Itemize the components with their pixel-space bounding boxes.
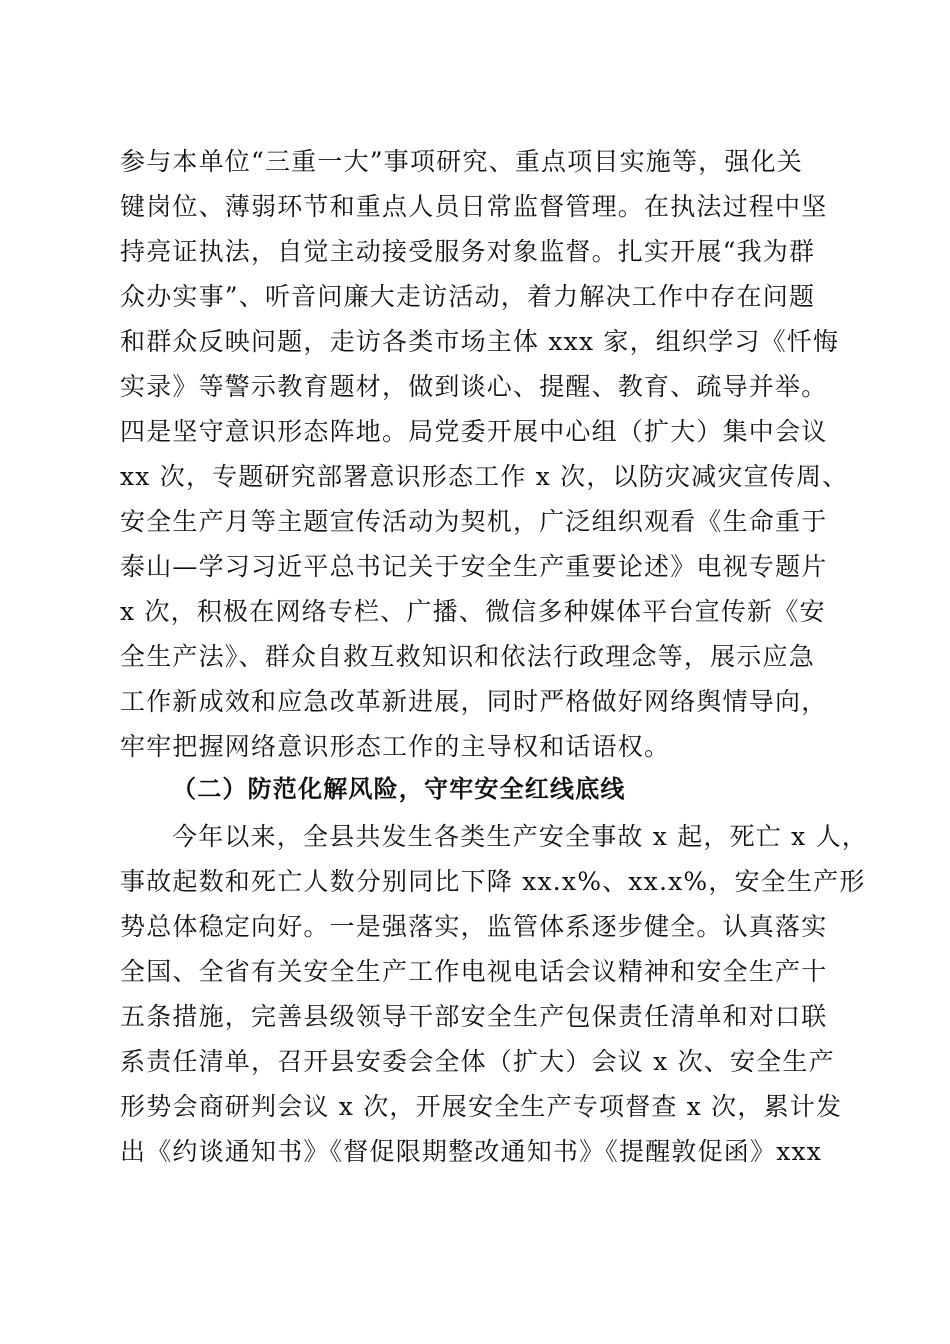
paragraph-2-line: 系责任清单，召开县安委会全体（扩大）会议 x 次、安全生产 bbox=[120, 1047, 835, 1076]
paragraph-2-line: 势总体稳定向好。一是强落实，监管体系逐步健全。认真落实 bbox=[120, 912, 828, 941]
paragraph-2-line: 出《约谈通知书》《督促限期整改通知书》《提醒敦促函》xxx bbox=[120, 1137, 823, 1166]
paragraph-1-line: 参与本单位“三重一大”事项研究、重点项目实施等，强化关 bbox=[120, 147, 803, 176]
paragraph-1-line: 四是坚守意识形态阵地。局党委开展中心组（扩大）集中会议 bbox=[120, 417, 828, 446]
paragraph-2-line: 事故起数和死亡人数分别同比下降 xx.x%、xx.x%，安全生产形 bbox=[120, 867, 866, 896]
paragraph-1-line: 和群众反映问题，走访各类市场主体 xxx 家，组织学习《忏悔 bbox=[120, 327, 840, 356]
paragraph-1-line: 泰山—学习习近平总书记关于安全生产重要论述》电视专题片 bbox=[120, 552, 828, 581]
paragraph-2-line: 形势会商研判会议 x 次，开展安全生产专项督查 x 次，累计发 bbox=[120, 1092, 843, 1121]
paragraph-1-line: 实录》等警示教育题材，做到谈心、提醒、教育、疏导并举。 bbox=[120, 372, 828, 401]
paragraph-2-line: 今年以来，全县共发生各类生产安全事故 x 起，死亡 x 人， bbox=[172, 822, 868, 851]
paragraph-1-line: 工作新成效和应急改革新进展，同时严格做好网络舆情导向， bbox=[120, 687, 828, 716]
paragraph-1-line: x 次，积极在网络专栏、广播、微信多种媒体平台宣传新《安 bbox=[120, 597, 826, 626]
paragraph-1-line: 牢牢把握网络意识形态工作的主导权和话语权。 bbox=[120, 732, 671, 761]
paragraph-2-line: 五条措施，完善县级领导干部安全生产包保责任清单和对口联 bbox=[120, 1002, 828, 1031]
paragraph-1-line: 安全生产月等主题宣传活动为契机，广泛组织观看《生命重于 bbox=[120, 507, 828, 536]
paragraph-1-line: 键岗位、薄弱环节和重点人员日常监督管理。在执法过程中坚 bbox=[120, 192, 828, 221]
paragraph-1-line: xx 次，专题研究部署意识形态工作 x 次，以防灾减灾宣传周、 bbox=[120, 462, 849, 491]
paragraph-1-line: 全生产法》、群众自救互救知识和依法行政理念等，展示应急 bbox=[120, 642, 815, 671]
paragraph-2-line: 全国、全省有关安全生产工作电视电话会议精神和安全生产十 bbox=[120, 957, 828, 986]
paragraph-1-line: 持亮证执法，自觉主动接受服务对象监督。扎实开展“我为群 bbox=[120, 237, 816, 266]
section-heading: （二）防范化解风险，守牢安全红线底线 bbox=[172, 775, 626, 803]
paragraph-1-line: 众办实事”、听音问廉大走访活动，着力解决工作中存在问题 bbox=[120, 282, 816, 311]
